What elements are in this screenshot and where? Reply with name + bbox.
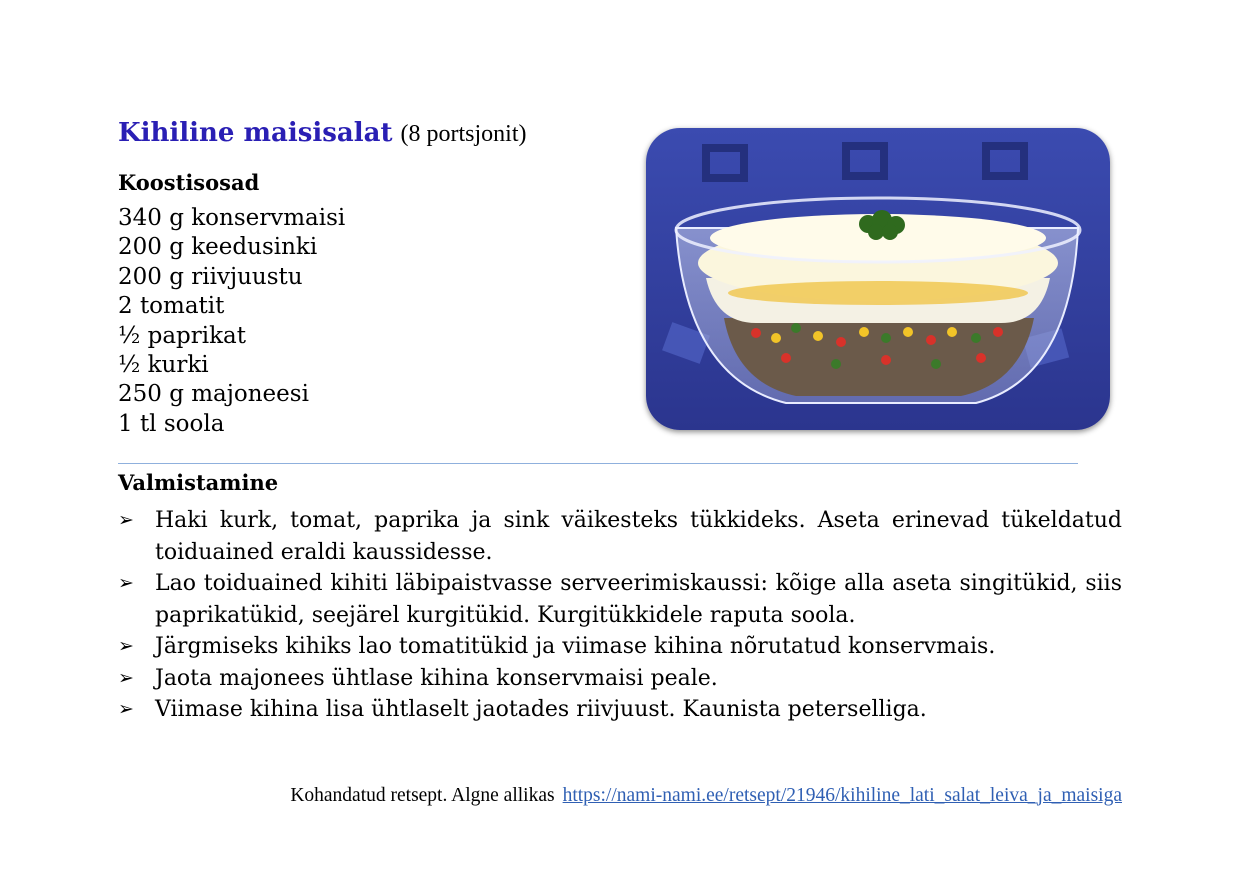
- step-text: Lao toiduained kihiti läbipaistvasse serveerimiskaussi: kõige alla aseta singitükid, siis paprikatükid, seejärel kurgitükid. Kurgitükkidele raputa soola.: [155, 571, 1122, 628]
- step-text: Haki kurk, tomat, paprika ja sink väikesteks tükkideks. Aseta erinevad tükeldatud toiduained eraldi kaussidesse.: [155, 508, 1122, 565]
- step-item: [118, 568, 1122, 631]
- step-text: Järgmiseks kihiks lao tomatitükid ja viimase kihina nõrutatud konservmais.: [155, 634, 996, 659]
- arrow-bullet-icon: ➢: [118, 635, 134, 657]
- servings-note: (8 portsjonit): [400, 121, 527, 147]
- ingredients-heading: Koostisosad: [118, 170, 260, 195]
- ingredient-item: 200 g keedusinki: [118, 234, 318, 261]
- step-item: [118, 505, 1122, 568]
- arrow-bullet-icon: ➢: [118, 509, 134, 531]
- ingredient-item: 200 g riivjuustu: [118, 263, 303, 290]
- source-note: Kohandatud retsept. Algne allikas: [290, 785, 555, 806]
- salad-photo: [646, 128, 1110, 430]
- recipe-title: Kihiline maisisalat: [118, 118, 393, 148]
- method-steps-list: [118, 505, 1122, 726]
- step-item: [118, 663, 1122, 695]
- arrow-bullet-icon: ➢: [118, 572, 134, 594]
- method-heading: Valmistamine: [118, 470, 279, 495]
- ingredients-list: [118, 204, 345, 439]
- source-link[interactable]: https://nami-nami.ee/retsept/21946/kihiline_lati_salat_leiva_ja_maisiga: [562, 785, 1122, 806]
- step-item: [118, 631, 1122, 663]
- arrow-bullet-icon: ➢: [118, 666, 134, 689]
- recipe-title-line: [118, 118, 526, 148]
- step-item: [118, 694, 1122, 726]
- arrow-bullet-icon: ➢: [118, 698, 134, 720]
- ingredient-item: 2 tomatit: [118, 293, 225, 320]
- step-text: Viimase kihina lisa ühtlaselt jaotades riivjuust. Kaunista peterselliga.: [155, 697, 927, 722]
- ingredient-item: ½ kurki: [118, 351, 209, 378]
- ingredient-item: ½ paprikat: [118, 322, 247, 349]
- ingredient-item: 1 tl soola: [118, 410, 225, 437]
- ingredient-item: 250 g majoneesi: [118, 381, 309, 408]
- ingredient-item: 340 g konservmaisi: [118, 205, 346, 231]
- source-footer: [290, 785, 1122, 807]
- section-divider: [118, 463, 1078, 464]
- step-text: Jaota majonees ühtlase kihina konservmaisi peale.: [155, 665, 718, 691]
- salad-bowl-illustration: [646, 128, 1110, 430]
